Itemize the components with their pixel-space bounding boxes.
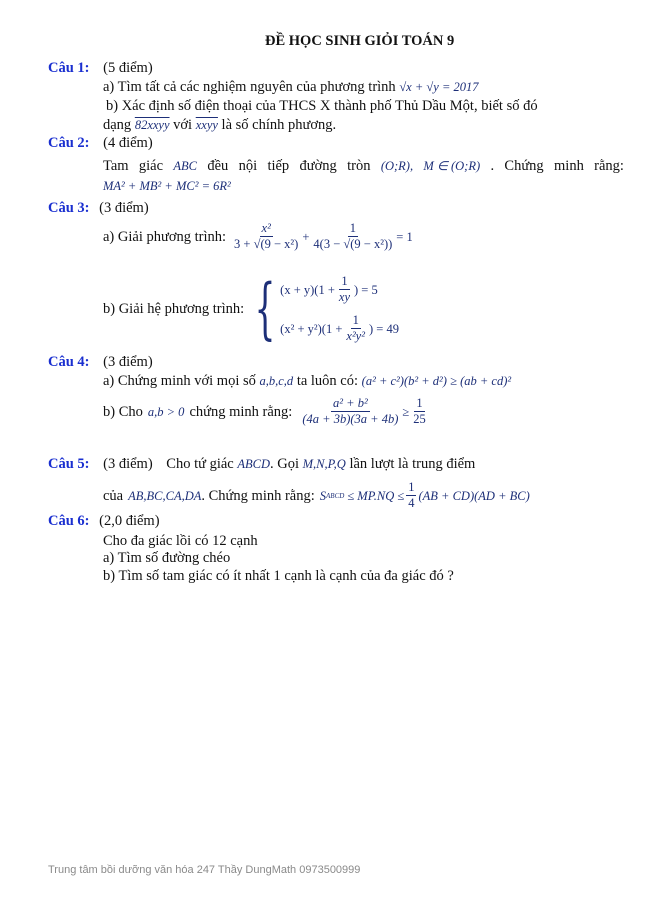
question-2-header xyxy=(48,135,153,151)
math-operator: = 1 xyxy=(396,229,413,244)
numerator: 1 xyxy=(352,313,359,327)
denominator: 25 xyxy=(413,412,426,426)
fraction xyxy=(337,274,352,305)
question-text: . Chứng minh rằng: xyxy=(201,487,315,504)
question-6-text: Cho đa giác lồi có 12 cạnh xyxy=(103,533,258,549)
question-text: của xyxy=(103,487,124,504)
numerator: x² xyxy=(261,221,271,235)
word: Tam xyxy=(103,158,129,174)
question-points: (3 điểm) xyxy=(103,354,153,370)
math-part: ) = 5 xyxy=(354,282,378,297)
denominator: 3 + √(9 − x²) xyxy=(234,237,299,251)
question-text: a) Tìm tất cả các nghiệm nguyên của phương trình xyxy=(103,79,396,95)
question-text: ta luôn có: xyxy=(296,373,359,389)
math-operator: + xyxy=(302,229,310,244)
question-text: với xyxy=(173,117,193,133)
question-points: (4 điểm) xyxy=(103,135,153,151)
numerator: 1 xyxy=(416,396,423,410)
word: đều xyxy=(207,158,229,174)
question-6b: b) Tìm số tam giác có ít nhất 1 cạnh là cạnh của đa giác đó ? xyxy=(103,568,454,584)
word: . xyxy=(490,158,495,174)
brace-icon: { xyxy=(254,270,276,347)
document-title: ĐỀ HỌC SINH GIỎI TOÁN 9 xyxy=(265,33,455,49)
equation-system xyxy=(244,270,399,347)
fraction xyxy=(300,396,400,427)
question-text: a) Giải phương trình: xyxy=(103,228,227,245)
fraction xyxy=(406,480,416,511)
word: nội xyxy=(238,158,258,174)
question-4a xyxy=(103,373,511,389)
numerator: 1 xyxy=(341,274,348,288)
question-1b: b) Xác định số điện thoại của THCS X thành phố Thủ Dầu Một, biết số đó xyxy=(106,98,538,114)
math-word: AB,BC,CA,DA xyxy=(128,488,202,503)
fraction xyxy=(311,221,394,252)
denominator: 4 xyxy=(408,496,415,510)
math-number: xxyy xyxy=(195,118,218,132)
math-word: (O;R), xyxy=(380,159,414,173)
question-label: Câu 6: xyxy=(48,513,90,529)
question-3a xyxy=(103,221,413,252)
math-word: ABCD xyxy=(237,457,271,471)
denominator: xy xyxy=(338,290,350,304)
math-vars: a,b,c,d xyxy=(259,374,294,388)
question-5-cont xyxy=(103,480,530,511)
math-word: ABC xyxy=(173,159,197,173)
math-part: (x² + y²)(1 + xyxy=(280,321,343,336)
question-label: Câu 1: xyxy=(48,60,90,76)
question-text: b) Cho xyxy=(103,403,143,420)
math-number: 82xxyy xyxy=(134,118,170,132)
question-label: Câu 2: xyxy=(48,135,90,151)
question-text: là số chính phương. xyxy=(221,117,337,133)
footer-text: Trung tâm bồi dưỡng văn hóa 247 Thầy DungMath 0973500999 xyxy=(48,864,361,876)
question-6a: a) Tìm số đường chéo xyxy=(103,550,231,566)
math-formula: (a² + c²)(b² + d²) ≥ (ab + cd)² xyxy=(361,374,512,388)
math-subscript: ABCD xyxy=(326,491,345,500)
equation-row xyxy=(280,313,399,344)
question-5-header xyxy=(48,456,475,472)
question-label: Câu 4: xyxy=(48,354,90,370)
denominator: x²y² xyxy=(346,329,365,343)
fraction xyxy=(411,396,428,427)
question-text: a) Chứng minh với mọi số xyxy=(103,373,256,389)
question-3b xyxy=(103,270,399,347)
math-part: ) = 49 xyxy=(368,321,399,336)
question-text: dạng xyxy=(103,117,132,133)
question-1a xyxy=(103,79,479,95)
fraction xyxy=(344,313,367,344)
question-4-header xyxy=(48,354,153,370)
question-label: Câu 3: xyxy=(48,200,90,216)
numerator: 1 xyxy=(408,480,415,494)
question-1b-cont xyxy=(103,117,336,133)
question-points: (3 điểm) xyxy=(99,200,149,216)
numerator: 1 xyxy=(349,221,356,235)
word: tròn xyxy=(347,158,371,174)
question-4b xyxy=(103,396,430,427)
fraction xyxy=(232,221,300,252)
question-points: (5 điểm) xyxy=(103,60,153,76)
question-text: b) Giải hệ phương trình: xyxy=(103,301,245,317)
numerator: a² + b² xyxy=(333,396,368,410)
word: giác xyxy=(138,158,164,174)
math-condition: a,b > 0 xyxy=(147,404,185,419)
math-formula: √x + √y = 2017 xyxy=(399,80,479,94)
word: tiếp xyxy=(267,158,290,174)
question-label: Câu 5: xyxy=(48,456,90,472)
math-word: ≤ MP.NQ ≤ xyxy=(347,488,405,503)
word: đường xyxy=(299,158,337,174)
math-word: M ∈ (O;R) xyxy=(423,159,481,173)
math-word: (AB + CD)(AD + BC) xyxy=(418,488,530,503)
math-word: S xyxy=(319,488,327,503)
question-6-header xyxy=(48,513,160,529)
question-text: lần lượt là trung điểm xyxy=(349,456,476,472)
question-2-text xyxy=(103,158,624,174)
denominator: (4a + 3b)(3a + 4b) xyxy=(302,412,399,426)
math-part: (x + y)(1 + xyxy=(280,282,335,297)
math-word: M,N,P,Q xyxy=(302,457,346,471)
word: Chứng xyxy=(504,158,544,174)
question-text: Cho tứ giác xyxy=(166,456,234,472)
question-text: . Gọi xyxy=(270,456,300,472)
word: rằng: xyxy=(594,158,624,174)
question-3-header xyxy=(48,200,149,216)
denominator: 4(3 − √(9 − x²)) xyxy=(313,237,393,251)
math-operator: ≥ xyxy=(402,404,410,419)
word: minh xyxy=(554,158,584,174)
question-1-header xyxy=(48,60,153,76)
equation-row xyxy=(280,274,399,305)
question-points: (3 điểm) xyxy=(103,456,153,472)
question-text: chứng minh rằng: xyxy=(189,403,293,420)
math-formula: MA² + MB² + MC² = 6R² xyxy=(103,179,231,193)
question-points: (2,0 điểm) xyxy=(99,513,160,529)
